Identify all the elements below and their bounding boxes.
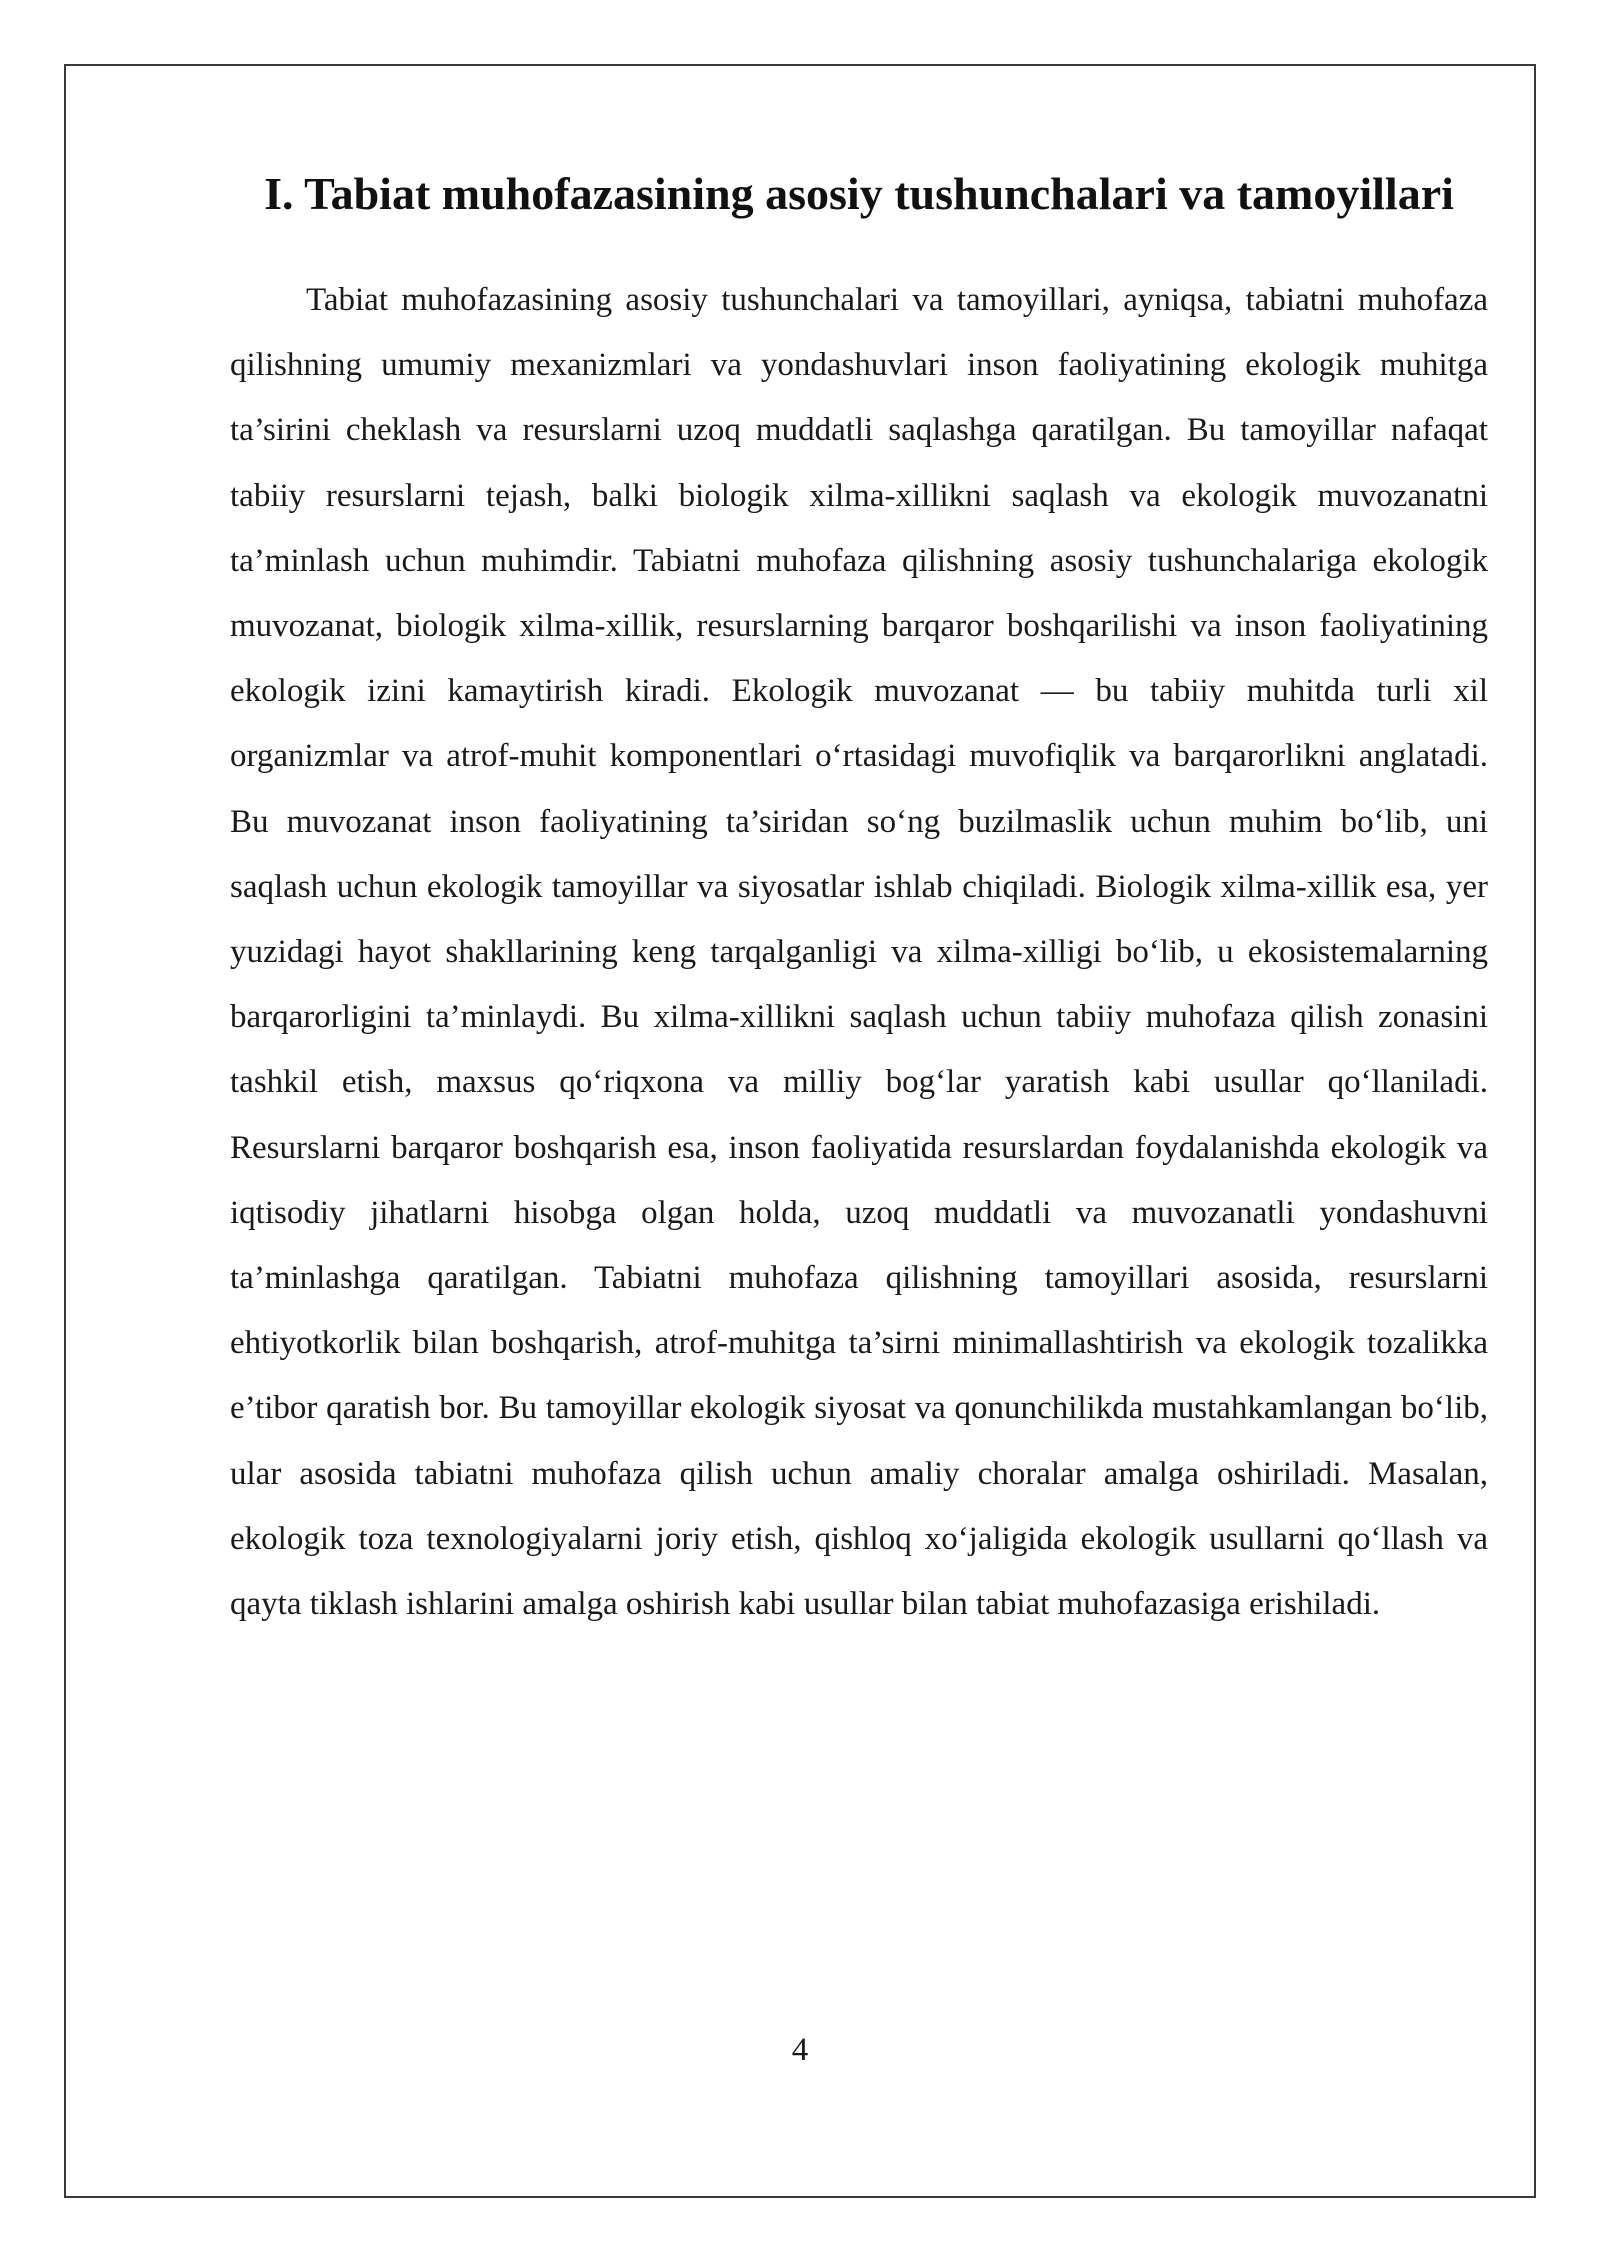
body-paragraph: Tabiat muhofazasining asosiy tushunchalari va tamoyillari, ayniqsa, tabiatni muhofaza qilishning umumiy mexanizmlari va yondashuvlari inson faoliyatining ekologik muhitga ta’sirini cheklash va resurslarni uzoq muddatli saqlashga qaratilgan. Bu tamoyillar nafaqat tabiiy resurslarni tejash, balki biologik xilma-xillikni saqlash va ekologik muvozanatni ta’minlash uchun muhimdir. Tabiatni muhofaza qilishning asosiy tushunchalariga ekologik muvozanat, biologik xilma-xillik, resurslarning barqaror boshqarilishi va inson faoliyatining ekologik izini kamaytirish kiradi. Ekologik muvozanat — bu tabiiy muhitda turli xil organizmlar va atrof-muhit komponentlari o‘rtasidagi muvofiqlik va barqarorlikni anglatadi. Bu muvozanat inson faoliyatining ta’siridan so‘ng buzilmaslik uchun muhim bo‘lib, uni saqlash uchun ekologik tamoyillar va siyosatlar ishlab chiqiladi. Biologik xilma-xillik esa, yer yuzidagi hayot shakllarining keng tarqalganligi va xilma-xilligi bo‘lib, u ekosistemalarning barqarorligini ta’minlaydi. Bu xilma-xillikni saqlash uchun tabiiy muhofaza qilish zonasini tashkil etish, maxsus qo‘riqxona va milliy bog‘lar yaratish kabi usullar qo‘llaniladi. Resurslarni barqaror boshqarish esa, inson faoliyatida resurslardan foydalanishda ekologik va iqtisodiy jihatlarni hisobga olgan holda, uzoq muddatli va muvozanatli yondashuvni ta’minlashga qaratilgan. Tabiatni muhofaza qilishning tamoyillari asosida, resurslarni ehtiyotkorlik bilan boshqarish, atrof-muhitga ta’sirni minimallashtirish va ekologik tozalikka e’tibor qaratish bor. Bu tamoyillar ekologik siyosat va qonunchilikda mustahkamlangan bo‘lib, ular asosida tabiatni muhofaza qilish uchun amaliy choralar amalga oshiriladi. Masalan, ekologik toza texnologiyalarni joriy etish, qishloq xo‘jaligida ekologik usullarni qo‘llash va qayta tiklash ishlarini amalga oshirish kabi usullar bilan tabiat muhofazasiga erishiladi. bbox=[230, 282, 1488, 1623]
page-number: 4 bbox=[791, 2032, 809, 2068]
page-title: I. Tabiat muhofazasining asosiy tushunchalari va tamoyillari bbox=[264, 168, 1454, 219]
page-content bbox=[230, 148, 1488, 1637]
